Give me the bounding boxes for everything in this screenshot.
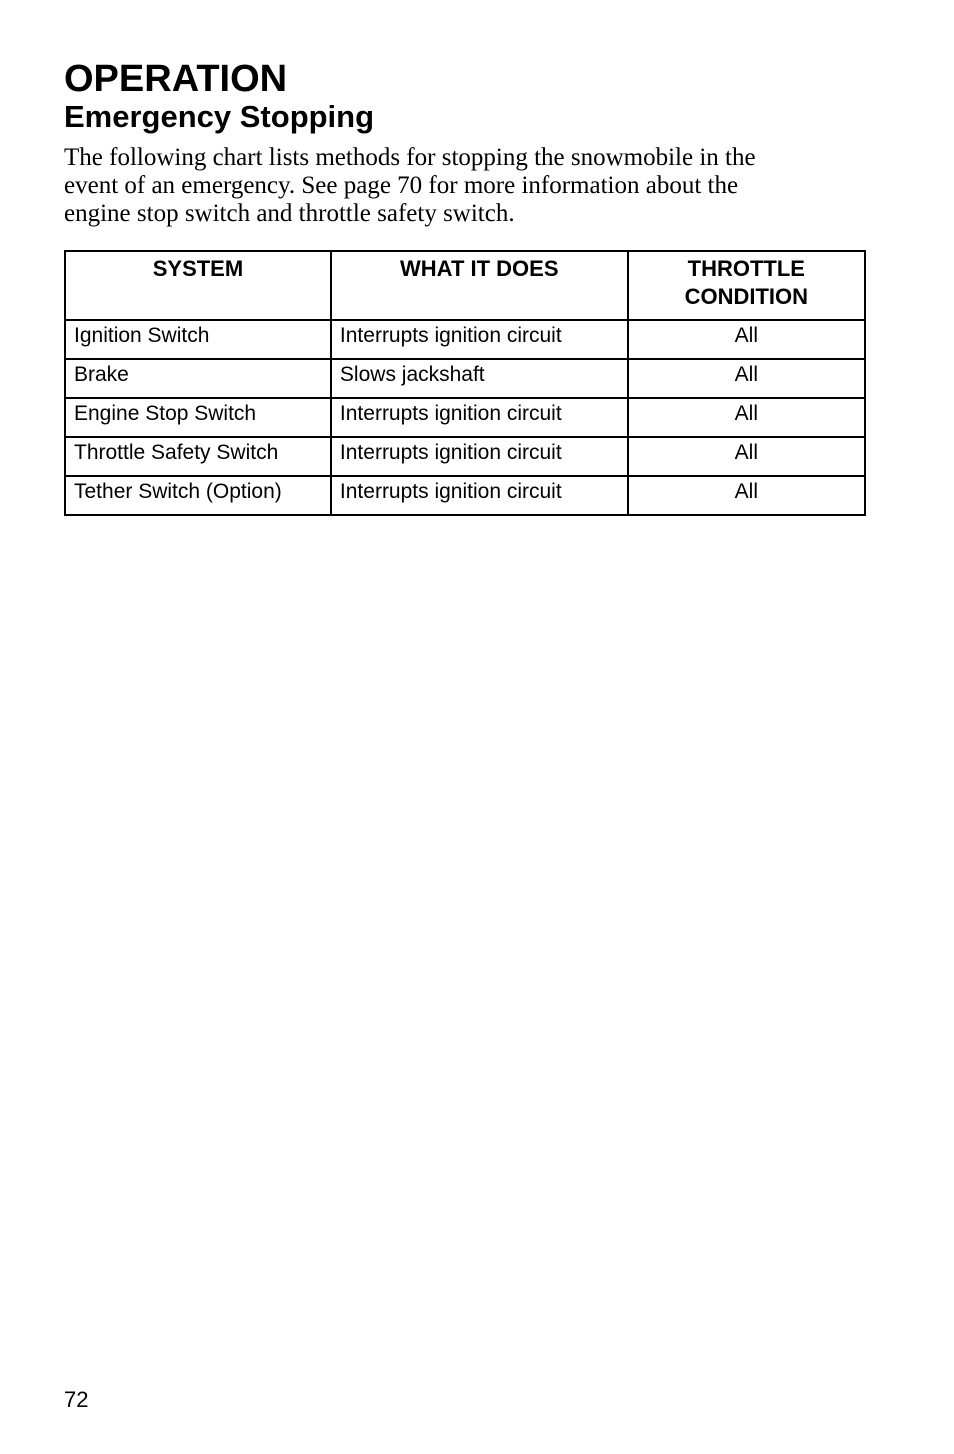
page-number: 72 xyxy=(64,1387,89,1412)
intro-paragraph: The following chart lists methods for stopping the snowmobile in the event of an emergency. See page 70 for more information about the engine stop switch and throttle safety switch. xyxy=(64,144,756,227)
what-it-does-cell: Interrupts ignition circuit xyxy=(331,398,628,437)
throttle-condition-cell: All xyxy=(628,437,865,476)
column-header-what-it-does: WHAT IT DOES xyxy=(331,251,628,320)
system-cell: Engine Stop Switch xyxy=(65,398,331,437)
throttle-condition-cell: All xyxy=(628,476,865,515)
emergency-stopping-table xyxy=(64,250,866,516)
throttle-condition-cell: All xyxy=(628,398,865,437)
what-it-does-cell: Interrupts ignition circuit xyxy=(331,437,628,476)
table-row xyxy=(65,437,865,476)
table-header-row xyxy=(65,251,865,320)
page-title: OPERATION xyxy=(64,58,288,100)
system-cell: Tether Switch (Option) xyxy=(65,476,331,515)
what-it-does-cell: Interrupts ignition circuit xyxy=(331,320,628,359)
system-cell: Ignition Switch xyxy=(65,320,331,359)
what-it-does-cell: Slows jackshaft xyxy=(331,359,628,398)
table-row xyxy=(65,359,865,398)
throttle-condition-cell: All xyxy=(628,359,865,398)
table-row xyxy=(65,398,865,437)
system-cell: Brake xyxy=(65,359,331,398)
table-row xyxy=(65,320,865,359)
system-cell: Throttle Safety Switch xyxy=(65,437,331,476)
column-header-throttle-condition: THROTTLE CONDITION xyxy=(628,251,865,320)
table-row xyxy=(65,476,865,515)
what-it-does-cell: Interrupts ignition circuit xyxy=(331,476,628,515)
column-header-system: SYSTEM xyxy=(65,251,331,320)
section-title: Emergency Stopping xyxy=(64,99,375,134)
throttle-condition-cell: All xyxy=(628,320,865,359)
